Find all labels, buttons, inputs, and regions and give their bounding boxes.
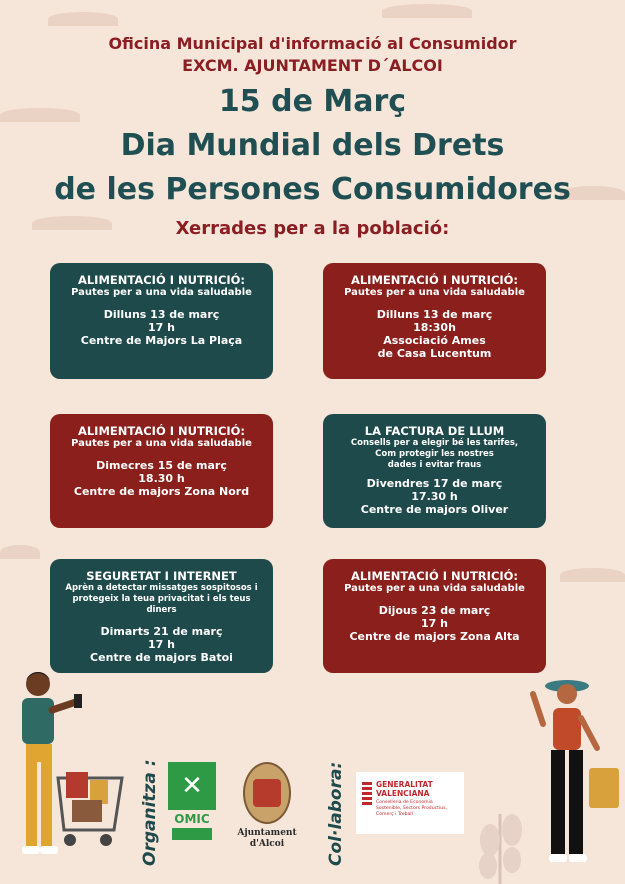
generalitat-name: VALENCIANA	[376, 789, 430, 798]
card-title: SEGURETAT I INTERNET	[86, 569, 237, 583]
ajuntament-logo	[234, 762, 300, 850]
card-title: ALIMENTACIÓ I NUTRICIÓ:	[77, 273, 246, 287]
card-title: ALIMENTACIÓ I NUTRICIÓ:	[77, 424, 246, 438]
shopper-man-illustration	[0, 668, 130, 876]
talk-card-1	[50, 263, 273, 379]
card-subtitle: Pautes per a una vida saludable	[344, 583, 525, 594]
omic-logo-text: OMIC	[174, 812, 210, 826]
card-subtitle: Pautes per a una vida saludable	[71, 438, 252, 449]
card-date: Dilluns 13 de març	[103, 308, 220, 321]
page-subtitle: Xerrades per a la població:	[175, 218, 450, 239]
conselleria-line: Comerç i Treball	[376, 812, 413, 817]
card-venue: Associació Ames	[383, 334, 486, 347]
card-description: Com protegir les nostres	[375, 449, 494, 459]
card-venue: Centre de Majors La Plaça	[80, 334, 243, 347]
cloud-decoration	[560, 568, 625, 582]
talk-card-5	[50, 559, 273, 673]
card-date: Dimecres 15 de març	[96, 459, 227, 472]
card-time: 17 h	[148, 638, 175, 651]
card-time: 18.30 h	[138, 472, 185, 485]
conselleria-line: Sostenible, Sectors Productius,	[376, 806, 447, 811]
card-venue: Centre de majors Oliver	[360, 503, 509, 516]
card-description: Aprèn a detectar missatges sospitosos i	[65, 583, 258, 593]
conselleria-line: Conselleria de Economia	[376, 800, 433, 805]
colabora-label: Col·labora:	[326, 761, 346, 866]
cloud-decoration	[48, 12, 118, 26]
generalitat-flag-icon	[362, 782, 372, 806]
card-title: LA FACTURA DE LLUM	[364, 424, 505, 438]
card-venue: Centre de majors Batoi	[90, 651, 233, 664]
page-title-line1: Dia Mundial dels Drets	[120, 128, 505, 163]
card-time: 17 h	[421, 617, 448, 630]
card-description: protegeix la teua privacitat i els teus diners	[72, 594, 251, 615]
generalitat-badge-icon	[172, 828, 212, 840]
organitza-label: Organitza :	[140, 759, 160, 866]
coat-of-arms-icon	[243, 762, 291, 824]
card-date: Dijous 23 de març	[378, 604, 491, 617]
generalitat-logo	[356, 772, 464, 834]
card-date: Dimarts 21 de març	[100, 625, 223, 638]
omic-logo	[168, 762, 216, 850]
card-description: dades i evitar fraus	[387, 460, 482, 470]
council-name: EXCM. AJUNTAMENT D´ALCOI	[182, 56, 443, 75]
card-subtitle: Pautes per a una vida saludable	[71, 287, 252, 298]
talk-card-4	[323, 414, 546, 528]
cloud-decoration	[0, 545, 40, 559]
omic-icon: ✕	[168, 762, 216, 810]
card-description: Consells per a elegir bé les tarifes,	[350, 438, 519, 448]
office-name: Oficina Municipal d'informació al Consumidor	[108, 34, 517, 53]
card-subtitle: Pautes per a una vida saludable	[344, 287, 525, 298]
cloud-decoration	[382, 4, 472, 18]
card-time: 17.30 h	[411, 490, 458, 503]
talk-card-3	[50, 414, 273, 528]
card-venue: Centre de majors Zona Alta	[349, 630, 520, 643]
card-time: 17 h	[148, 321, 175, 334]
page-title-line2: de les Persones Consumidores	[54, 172, 571, 207]
card-time: 18:30h	[413, 321, 456, 334]
card-date: Divendres 17 de març	[366, 477, 503, 490]
ajuntament-logo-text: d'Alcoi	[249, 839, 285, 849]
event-date: 15 de Març	[218, 84, 407, 119]
shopper-woman-illustration	[515, 676, 625, 880]
card-title: ALIMENTACIÓ I NUTRICIÓ:	[350, 569, 519, 583]
talk-card-6	[323, 559, 546, 673]
card-venue: Centre de majors Zona Nord	[73, 485, 250, 498]
card-title: ALIMENTACIÓ I NUTRICIÓ:	[350, 273, 519, 287]
ajuntament-logo-text: Ajuntament	[237, 828, 297, 838]
card-venue-line2: de Casa Lucentum	[377, 347, 492, 360]
card-date: Dilluns 13 de març	[376, 308, 493, 321]
generalitat-name: GENERALITAT	[376, 780, 433, 789]
talk-card-2	[323, 263, 546, 379]
